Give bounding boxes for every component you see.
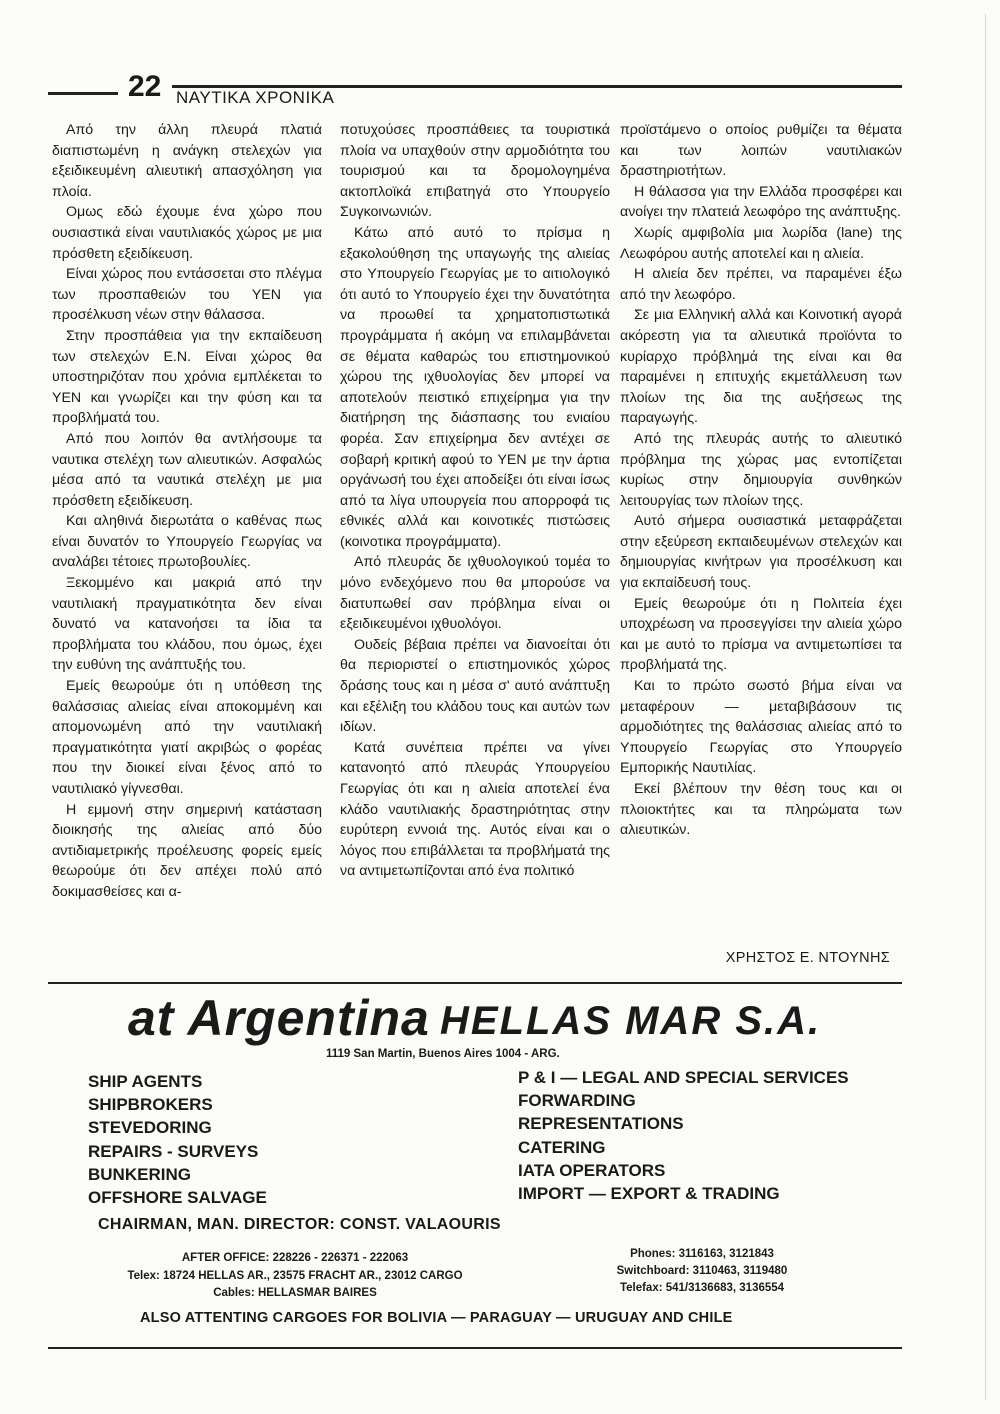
paragraph: Ξεκομμένο και μακριά από την ναυτιλιακή πραγματικότητα δεν είναι δυνατό να κατανοήσει τα ίδια τα προβλήματα του κλάδου, που όμως, έχει την ευθύνη της ανάπτυξής του. <box>52 575 322 674</box>
chairman-line: CHAIRMAN, MAN. DIRECTOR: CONST. VALAOURIS <box>98 1216 501 1233</box>
cables-line: Cables: HELLASMAR BAIRES <box>213 1287 377 1299</box>
paragraph: προϊστάμενο ο οποίος ρυθμίζει τα θέματα και των λοιπών ναυτιλιακών δραστηριοτήτων. <box>620 122 902 180</box>
paragraph: Είναι χώρος που εντάσσεται στο πλέγμα των προσπαθειών του ΥΕΝ για προσέλκυση νέων στην θάλασσα. <box>52 266 322 324</box>
ad-footer-line: ALSO ATTENTING CARGOES FOR BOLIVIA — PARAGUAY — URUGUAY AND CHILE <box>140 1310 733 1326</box>
switchboard-line: Switchboard: 3110463, 3119480 <box>616 1265 788 1277</box>
paragraph: Εμείς θεωρούμε ότι η υπόθεση της θαλάσσιας αλιείας είναι αποκομμένη και απομονωμένη από την ναυτιλιακή πραγματικότητα γιατί ακριβώς ο φορέας που την διοικεί είναι ξένος από το ναυτιλιακό γίγνεσθαι. <box>52 678 322 797</box>
paragraph: Η εμμονή στην σημερινή κατάσταση διοικησής της αλιείας από δύο αντιδιαμετρικής προέλευσης φορείς εμείς θεωρούμε ότι δεν απέχει πολύ από δοκιμασθείσες και α- <box>52 801 322 900</box>
article-column-1 <box>52 120 322 903</box>
services-list-right <box>518 1066 849 1205</box>
service-item: CATERING <box>518 1137 606 1157</box>
service-item: IMPORT — EXPORT & TRADING <box>518 1184 780 1204</box>
journal-title: ΝΑΥΤΙΚΑ ΧΡΟΝΙΚΑ <box>176 88 335 107</box>
article-column-2 <box>340 120 610 882</box>
paragraph: Από που λοιπόν θα αντλήσουμε τα ναυτικα στελέχη των αλιευτικών. Ασφαλώς μέσα από τα ναυτικά στελέχη με μια πρόσθετη εξειδίκευση. <box>52 430 322 509</box>
service-item: BUNKERING <box>88 1164 191 1184</box>
paragraph: Σε μια Ελληνική αλλά και Κοινοτική αγορά ακόρεστη για τα αλιευτικά προϊόντα το κυρίαρχο πρόβλημά της είναι και θα παραμένει η επιτυχής εκμετάλλευση των πλοίων της δια της αυξήσεως της παραγωγής. <box>620 307 902 427</box>
service-item: P & I — LEGAL AND SPECIAL SERVICES <box>518 1068 849 1087</box>
service-item: IATA OPERATORS <box>518 1160 666 1180</box>
services-list-left <box>88 1070 267 1209</box>
telex-line: Telex: 18724 HELLAS AR., 23575 FRACHT AR., 23012 CARGO <box>127 1269 463 1282</box>
service-item: SHIPBROKERS <box>88 1095 213 1115</box>
paragraph: Η θάλασσα για την Ελλάδα προσφέρει και ανοίγει την πλατειά λεωφόρο της ανάπτυξης. <box>620 183 902 221</box>
bottom-divider <box>48 1347 902 1349</box>
paragraph: Ουδείς βέβαια πρέπει να διανοείται ότι θα περιοριστεί ο επιστημονικός χώρος δράσης τους και η μέσα σ' αυτό ανάπτυξη και εξέλιξη του κλάδου τους και αυτών των ιδίων. <box>340 636 610 736</box>
paragraph: ποτυχούσες προσπάθειες τα τουριστικά πλοία να υπαχθούν στην αρμοδιότητα του τουρισμού και τα δρομολογημένα ακτοπλοϊκά επιβατηγά στο Υπουργείο Συγκοινωνιών. <box>340 122 610 221</box>
paragraph: Από την άλλη πλευρά πλατιά διαπιστωμένη η ανάγκη στελεχών για εξειδικευμένη αλιευτική απασχόληση για πλοία. <box>52 122 322 200</box>
paragraph: Χωρίς αμφιβολία μια λωρίδα (lane) της Λεωφόρου αυτής αποτελεί και η αλιεία. <box>620 224 902 262</box>
ad-company-name: HELLAS MAR S.A. <box>440 999 822 1043</box>
paragraph: Στην προσπάθεια για την εκπαίδευση των στελεχών Ε.Ν. Είναι χώρος θα υποστηριζόταν που χρόνια εμπλέκεται το ΥΕΝ και γνωρίζει και την φύση και τα προβλήματά του. <box>52 327 322 427</box>
after-office-line: AFTER OFFICE: 228226 - 226371 - 222063 <box>181 1252 409 1264</box>
service-item: SHIP AGENTS <box>88 1072 203 1091</box>
service-item: OFFSHORE SALVAGE <box>88 1188 267 1208</box>
paragraph: Και αληθινά διερωτάτα ο καθένας πως είναι δυνατόν το Υπουργείο Γεωργίας να αναλάβει τέτοιες πρωτοβουλίες. <box>52 513 322 571</box>
paragraph: Εμείς θεωρούμε ότι η Πολιτεία έχει υποχρέωση να προσεγγίσει την αλιεία χώρο και με αυτό το πρίσμα να αντιμετωπίσει τα προβλήματά της. <box>620 595 902 674</box>
service-item: REPRESENTATIONS <box>518 1114 684 1134</box>
paragraph: Κάτω από αυτό το πρίσμα η εξακολούθηση της υπαγωγής της αλιείας στο Υπουργείο Γεωργίας με το αιτιολογικό ότι αυτό το Υπουργείο έχει την δυνατότητα να προωθεί τα χρηματοπιστωτικά προγράμματα ή ακόμη να επιλαμβάνεται σε θέματα καθαρώς του επιστημονικού χώρου της ιχθυολογίας δεν μπορεί να αποτελούν πειστικό επιχείρημα για την διατήρηση της διάσπασης του ενιαίου φορέα. Σαν επιχείρημα δεν αντέχει σε σοβαρή κριτική αφού το ΥΕΝ με την άρτια οργάνωσή του έχει αποδείξει ότι είναι ίσως από τα λίγα υπουργεία που απορροφά τις εθνικές αλλά και κοινοτικές πιστώσεις (κοινοτικα προγράμματα). <box>340 224 610 550</box>
paragraph: Από της πλευράς αυτής το αλιευτικό πρόβλημα της χώρας μας εντοπίζεται κυρίως στην δημιουργία συνθηκών λειτουργίας των πλοίων τηςς. <box>620 430 902 509</box>
article-column-3 <box>620 120 902 841</box>
page-number: 22 <box>128 70 162 103</box>
page-edge-line <box>985 14 986 1400</box>
paragraph: Εκεί βλέπουν την θέση τους και οι πλοιοκτήτες και τα πληρώματα των αλιευτικών. <box>620 781 902 839</box>
contact-block-right <box>582 1246 822 1297</box>
ad-address: 1119 San Martin, Buenos Aires 1004 - ARG. <box>326 1048 560 1060</box>
telefax-line: Telefax: 541/3136683, 3136554 <box>619 1282 785 1294</box>
paragraph: Από πλευράς δε ιχθυολογικού τομέα το μόνο ενδεχόμενο που θα μπορούσε να διατυπωθεί σαν πρόβλημα είναι οι εξειδικευμένοι ιχθυολόγοι. <box>340 554 610 633</box>
section-divider <box>48 982 902 984</box>
paragraph: Και το πρώτο σωστό βήμα είναι να μεταφέρουν — μεταβιβάσουν τις αρμοδιότητες της θαλάσσιας αλιείας από το Υπουργείο Γεωργίας στο Υπουργείο Εμπορικής Ναυτιλίας. <box>620 678 902 777</box>
header-rule-left <box>48 92 118 95</box>
service-item: REPAIRS - SURVEYS <box>88 1141 259 1161</box>
article-author: ΧΡΗΣΤΟΣ Ε. ΝΤΟΥΝΗΣ <box>725 950 890 966</box>
ad-title-left: at Argentina <box>128 990 430 1046</box>
paragraph: Κατά συνέπεια πρέπει να γίνει κατανοητό από πλευράς Υπουργείου Γεωργίας ότι και η αλιεία αποτελεί ένα κλάδο ναυτιλιακής δραστηριότητας στην ευρύτερη εννοιά της. Αυτός είναι και ο λόγος που επιβάλλεται τα προβλήματά της να αντιμετωπίζονται από ένα πολιτικό <box>340 739 610 880</box>
paragraph: Αυτό σήμερα ουσιαστικά μεταφράζεται στην εξεύρεση εκπαιδευμένων στελεχών και δημιουργίας κινήτρων για προσέλκυση και για εκπαίδευσή τους. <box>620 513 902 592</box>
service-item: STEVEDORING <box>88 1118 212 1138</box>
contact-block-left <box>60 1250 530 1303</box>
paragraph: Ομως εδώ έχουμε ένα χώρο που ουσιαστικά είναι ναυτιλιακός χώρος με μια πρόσθετη εξειδίκευση. <box>52 204 322 262</box>
service-item: FORWARDING <box>518 1091 636 1111</box>
phones-line: Phones: 3116163, 3121843 <box>630 1248 774 1260</box>
paragraph: Η αλιεία δεν πρέπει, να παραμένει έξω από την λεωφόρο. <box>620 266 902 303</box>
